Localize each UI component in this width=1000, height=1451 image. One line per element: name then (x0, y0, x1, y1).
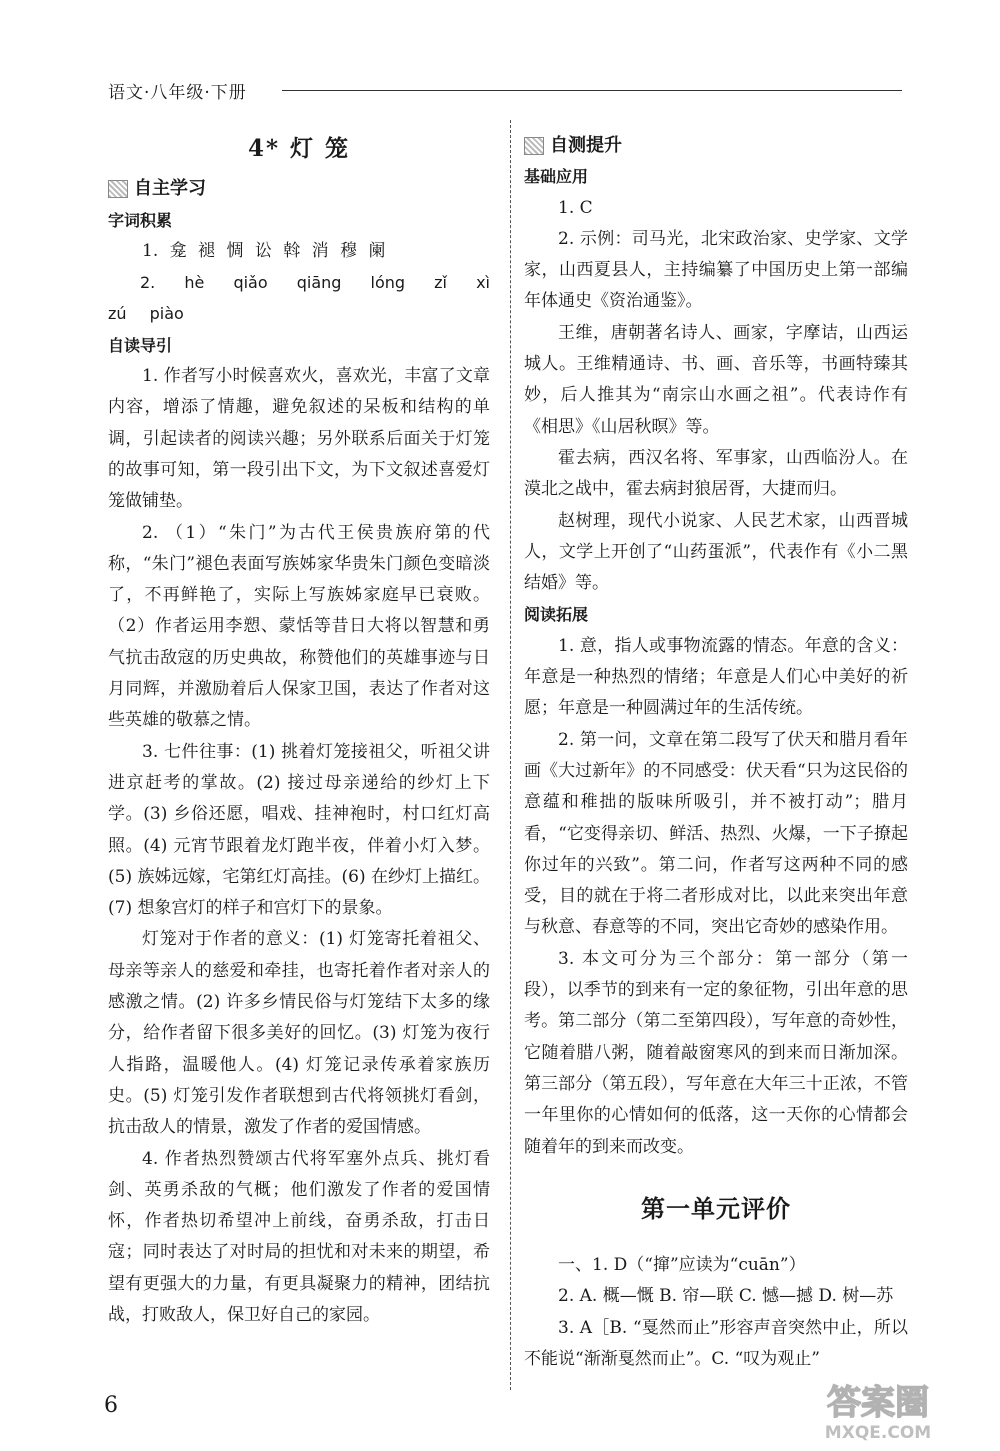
watermark-logo (808, 1378, 948, 1442)
header-title: 语文·八年级·下册 (108, 83, 247, 103)
paragraph: 一、1. D（“撺”应读为“cuān”） (558, 1255, 806, 1276)
paragraph: 3. 本文可分为三个部分：第一部分（第一段），以季节的到来有一定的象征物，引出年意的思考。第二部分（第二至第四段），写年意的奇妙性，它随着腊八粥，随着敲窗寒风的到来而日渐加深。第三部分（第五段），写年意在大年三十正浓，不管一年里你的心情如何的低落，这一天你的心情都会随着年的到来而改变。 (524, 948, 908, 1157)
lesson-title: 4* 灯 笼 (247, 135, 351, 162)
vocab-line-2: 2. hè qiǎo qiāng lóng zǐ xì zú piào (108, 273, 490, 324)
section-label: 自测提升 (550, 135, 622, 156)
paragraph: 3. A［B. “戛然而止”形容声音突然中止，所以不能说“渐渐戛然而止”。C. “叹为观止” (524, 1317, 908, 1369)
watermark-text: 答案圈 (827, 1383, 929, 1423)
paragraph: 霍去病，西汉名将、军事家，山西临汾人。在漠北之战中，霍去病封狼居胥，大捷而归。 (524, 447, 908, 500)
section-head-self-study (108, 173, 490, 204)
header-rule (282, 90, 902, 91)
watermark-url: MXQE.COM (824, 1423, 932, 1442)
paragraph: 2. A. 概—慨 B. 帘—联 C. 憾—撼 D. 树—苏 (558, 1286, 894, 1307)
paragraph: 2. 第一问，文章在第二段写了伏天和腊月看年画《大过新年》的不同感受：伏天看“只为这民俗的意蕴和稚拙的版味所吸引，并不被打动”；腊月看，“它变得亲切、鲜活、热烈、火爆，一下子撩起你过年的兴致”。第二问，作者写这两种不同的感受，目的就在于将二者形成对比，以此来突出年意与秋意、春意等的不同，突出它奇妙的感染作用。 (524, 729, 908, 938)
subhead-guide: 自读导引 (108, 335, 173, 355)
section-icon (108, 180, 128, 198)
paragraph: 1. C (558, 197, 593, 218)
paragraph: 1. 意，指人或事物流露的情态。年意的含义：年意是一种热烈的情绪；年意是人们心中美好的祈愿；年意是一种圆满过年的生活传统。 (524, 635, 908, 719)
paragraph: 1. 作者写小时候喜欢火，喜欢光，丰富了文章内容，增添了情趣，避免叙述的呆板和结构的单调，引起读者的阅读兴趣；另外联系后面关于灯笼的故事可知，第一段引出下文，为下文叙述喜爱灯笼做铺垫。 (108, 366, 490, 512)
paragraph: 灯笼对于作者的意义：(1) 灯笼寄托着祖父、母亲等亲人的慈爱和牵挂，也寄托着作者对亲人的感激之情。(2) 许多乡情民俗与灯笼结下太多的缘分，给作者留下很多美好的回忆。(3) 灯笼为夜行人指路，温暖他人。(4) 灯笼记录传承着家族历史。(5) 灯笼引发作者联想到古代将领挑灯看剑，抗击敌人的情景，激发了作者的爱国情感。 (108, 929, 490, 1138)
right-column (524, 130, 908, 1375)
paragraph: 王维，唐朝著名诗人、画家，字摩诘，山西运城人。王维精通诗、书、画、音乐等，书画特臻其妙，后人推其为“南宗山水画之祖”。代表诗作有《相思》《山居秋暝》等。 (524, 322, 908, 437)
paragraph: 赵树理，现代小说家、人民艺术家，山西晋城人，文学上开创了“山药蛋派”，代表作有《小二黑结婚》等。 (524, 510, 908, 594)
column-divider (510, 120, 511, 1390)
paragraph: 2. （1）“朱门”为古代王侯贵族府第的代称，“朱门”褪色表面写族姊家华贵朱门颜色变暗淡了，不再鲜艳了，实际上写族姊家庭早已衰败。 （2）作者运用李愬、蒙恬等昔日大将以智慧和勇气抗击敌寇的历史典故，称赞他们的英雄事迹与日月同辉，并激励着后人保家卫国，表达了作者对这些英雄的敬慕之情。 (108, 522, 490, 731)
page-number: 6 (104, 1393, 118, 1418)
subhead-basic: 基础应用 (524, 167, 589, 187)
paragraph: 2. 示例：司马光，北宋政治家、史学家、文学家，山西夏县人，主持编纂了中国历史上第一部编年体通史《资治通鉴》。 (524, 228, 908, 312)
left-column (108, 130, 490, 1331)
section-icon (524, 137, 544, 155)
section-head-self-test (524, 130, 908, 161)
paragraph: 3. 七件往事：(1) 挑着灯笼接祖父，听祖父讲进京赶考的掌故。(2) 接过母亲递给的纱灯上下学。(3) 乡俗还愿，唱戏、挂神袍时，村口红灯高照。(4) 元宵节跟着龙灯跑半夜，伴着小灯入梦。(5) 族姊远嫁，宅第红灯高挂。(6) 在纱灯上描红。(7) 想象宫灯的样子和宫灯下的景象。 (108, 741, 490, 919)
unit-title: 第一单元评价 (641, 1193, 791, 1223)
section-label: 自主学习 (134, 178, 206, 200)
vocab-line-1: 1. 龛 褪 惆 讼 斡 消 穆 阑 (142, 240, 386, 261)
subhead-extension: 阅读拓展 (524, 605, 589, 625)
paragraph: 4. 作者热烈赞颂古代将军塞外点兵、挑灯看剑、英勇杀敌的气概；他们激发了作者的爱国情怀，作者热切希望冲上前线，奋勇杀敌，打击日寇；同时表达了对时局的担忧和对未来的期望，希望有更强大的力量，有更具凝聚力的精神，团结抗战，打败敌人，保卫好自己的家园。 (108, 1148, 490, 1325)
subhead-vocab: 字词积累 (108, 210, 173, 230)
